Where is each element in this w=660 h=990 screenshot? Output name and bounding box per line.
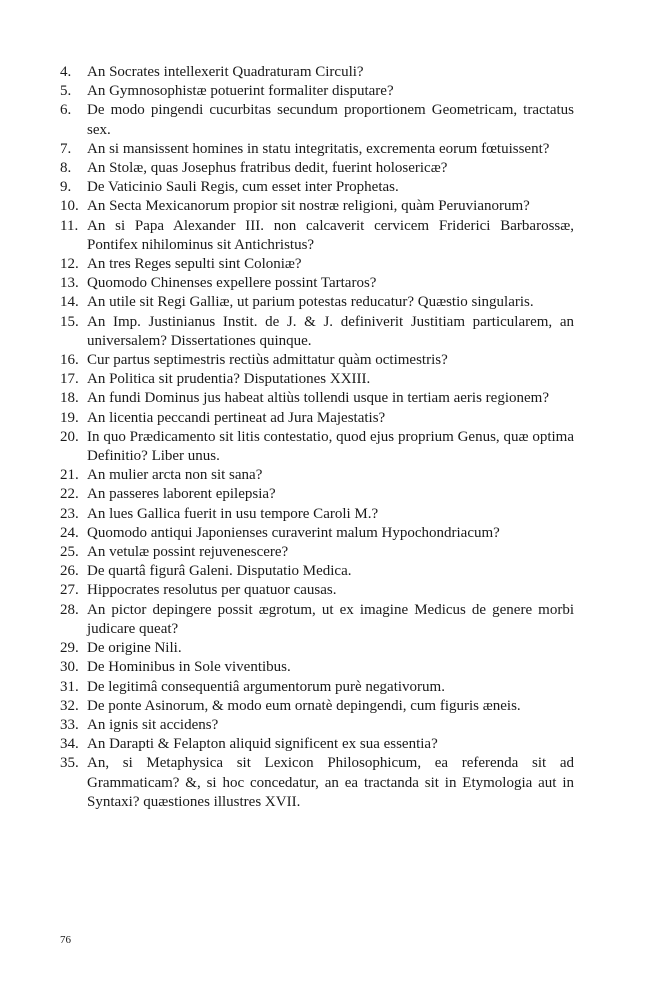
- item-text: Hippocrates resolutus per quatuor causas.: [87, 582, 337, 599]
- list-item: [60, 313, 574, 351]
- list-item: [60, 658, 574, 677]
- item-text: An Imp. Justinianus Instit. de J. & J. definiverit Justitiam particularem, an universalem? Dissertationes quinque.: [87, 313, 574, 349]
- item-text: An Gymnosophistæ potuerint formaliter disputare?: [87, 83, 394, 100]
- item-number: 6.: [60, 102, 72, 119]
- list-item: [60, 735, 574, 754]
- item-text: De modo pingendi cucurbitas secundum proportionem Geometricam, tractatus sex.: [87, 102, 574, 138]
- item-text: An pictor depingere possit ægrotum, ut ex imagine Medicus de genere morbi judicare queat?: [87, 601, 574, 637]
- numbered-question-list: [60, 63, 574, 812]
- item-text: Cur partus septimestris rectiùs admittatur quàm octimestris?: [87, 352, 448, 369]
- item-number: 17.: [60, 371, 79, 388]
- item-text: An fundi Dominus jus habeat altiùs tollendi usque in tertiam aeris regionem?: [87, 390, 549, 407]
- list-item: [60, 101, 574, 139]
- list-item: [60, 255, 574, 274]
- item-text: An, si Metaphysica sit Lexicon Philosophicum, ea referenda sit ad Grammaticam? &, si hoc concedatur, an ea tractanda sit in Etymologia aut in Syntaxi? quæstiones illustres XVII.: [87, 755, 574, 810]
- list-item: [60, 678, 574, 697]
- item-number: 8.: [60, 160, 72, 177]
- list-item: [60, 466, 574, 485]
- item-number: 11.: [60, 217, 79, 234]
- item-number: 30.: [60, 659, 79, 676]
- item-number: 33.: [60, 716, 79, 733]
- item-number: 18.: [60, 390, 79, 407]
- item-number: 15.: [60, 313, 79, 330]
- item-text: An Politica sit prudentia? Disputationes XXIII.: [87, 371, 371, 388]
- list-item: [60, 697, 574, 716]
- item-number: 13.: [60, 275, 79, 292]
- item-number: 29.: [60, 640, 79, 657]
- item-number: 34.: [60, 736, 79, 753]
- item-number: 27.: [60, 582, 79, 599]
- item-text: Quomodo Chinenses expellere possint Tartaros?: [87, 275, 377, 292]
- item-text: An passeres laborent epilepsia?: [87, 486, 276, 503]
- item-text: An si Papa Alexander III. non calcaverit cervicem Friderici Barbarossæ, Pontifex nihilominus sit Antichristus?: [87, 217, 574, 253]
- list-item: [60, 524, 574, 543]
- item-text: An Darapti & Felapton aliquid significent ex sua essentia?: [87, 736, 438, 753]
- item-text: An licentia peccandi pertineat ad Jura Majestatis?: [87, 409, 386, 426]
- item-number: 22.: [60, 486, 79, 503]
- list-item: [60, 409, 574, 428]
- list-item: [60, 639, 574, 658]
- list-item: [60, 601, 574, 639]
- list-item: [60, 543, 574, 562]
- item-text: An lues Gallica fuerit in usu tempore Caroli M.?: [87, 505, 379, 522]
- list-item: [60, 197, 574, 216]
- item-number: 12.: [60, 256, 79, 273]
- item-number: 7.: [60, 140, 72, 157]
- item-number: 4.: [60, 64, 72, 80]
- list-item: [60, 716, 574, 735]
- item-number: 9.: [60, 179, 72, 196]
- list-item: [60, 351, 574, 370]
- list-item: [60, 428, 574, 466]
- item-text: An ignis sit accidens?: [87, 716, 219, 733]
- item-number: 14.: [60, 294, 79, 311]
- item-text: An Socrates intellexerit Quadraturam Circuli?: [87, 64, 364, 80]
- item-number: 25.: [60, 544, 79, 561]
- list-item: [60, 485, 574, 504]
- item-number: 19.: [60, 409, 79, 426]
- item-number: 28.: [60, 601, 79, 618]
- list-item: [60, 274, 574, 293]
- item-text: De origine Nili.: [87, 640, 182, 657]
- item-number: 16.: [60, 352, 79, 369]
- list-item: [60, 581, 574, 600]
- item-text: De ponte Asinorum, & modo eum ornatè depingendi, cum figuris æneis.: [87, 697, 521, 714]
- item-number: 35.: [60, 755, 79, 772]
- item-text: Quomodo antiqui Japonienses curaverint malum Hypochondriacum?: [87, 524, 500, 541]
- item-text: An mulier arcta non sit sana?: [87, 467, 263, 484]
- list-item: [60, 217, 574, 255]
- item-number: 21.: [60, 467, 79, 484]
- list-item: [60, 370, 574, 389]
- item-text: An Stolæ, quas Josephus fratribus dedit, fuerint holosericæ?: [87, 160, 448, 177]
- item-number: 23.: [60, 505, 79, 522]
- list-item: [60, 562, 574, 581]
- item-number: 20.: [60, 428, 79, 445]
- list-item: [60, 178, 574, 197]
- item-text: An si mansissent homines in statu integritatis, excrementa eorum fœtuissent?: [87, 140, 550, 157]
- item-number: 31.: [60, 678, 79, 695]
- list-item: [60, 82, 574, 101]
- item-text: An Secta Mexicanorum propior sit nostræ religioni, quàm Peruvianorum?: [87, 198, 530, 215]
- list-item: [60, 293, 574, 312]
- list-item: [60, 754, 574, 812]
- list-item: [60, 389, 574, 408]
- item-text: De Vaticinio Sauli Regis, cum esset inter Prophetas.: [87, 179, 399, 196]
- item-text: De quartâ figurâ Galeni. Disputatio Medica.: [87, 563, 352, 580]
- list-item: [60, 159, 574, 178]
- item-number: 24.: [60, 524, 79, 541]
- list-item: [60, 63, 574, 82]
- item-number: 5.: [60, 83, 72, 100]
- item-text: De Hominibus in Sole viventibus.: [87, 659, 291, 676]
- item-text: An utile sit Regi Galliæ, ut parium potestas reducatur? Quæstio singularis.: [87, 294, 534, 311]
- list-item: [60, 140, 574, 159]
- item-number: 26.: [60, 563, 79, 580]
- item-text: An vetulæ possint rejuvenescere?: [87, 544, 289, 561]
- item-number: 32.: [60, 697, 79, 714]
- page-number: 76: [60, 934, 71, 946]
- item-text: De legitimâ consequentiâ argumentorum purè negativorum.: [87, 678, 445, 695]
- item-text: An tres Reges sepulti sint Coloniæ?: [87, 256, 302, 273]
- item-number: 10.: [60, 198, 79, 215]
- list-item: [60, 505, 574, 524]
- item-text: In quo Prædicamento sit litis contestatio, quod ejus proprium Genus, quæ optima Definitio? Liber unus.: [87, 428, 574, 465]
